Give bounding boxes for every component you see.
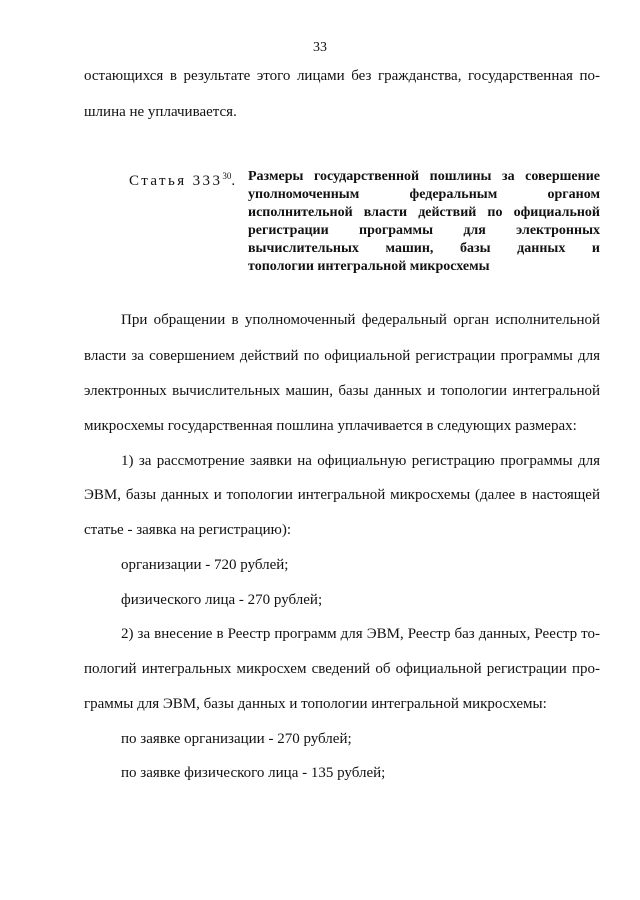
article-label bbox=[129, 166, 238, 191]
body-line-8: организации - 720 рублей; bbox=[121, 557, 289, 573]
article-title-line-3: исполнительной власти действий по официальной bbox=[248, 205, 600, 220]
article-label-suffix: . bbox=[231, 173, 238, 189]
article-title-line-6: топологии интегральной микросхемы bbox=[248, 259, 490, 274]
body-line-3: электронных вычислительных машин, базы данных и топологии интегральной bbox=[84, 383, 600, 399]
article-title-line-5: вычислительных машин, базы данных и bbox=[248, 241, 600, 256]
body-line-6: ЭВМ, базы данных и топологии интегральной микросхемы (далее в настоящей bbox=[84, 487, 600, 503]
article-label-text: Статья 333 bbox=[129, 173, 223, 189]
body-line-7: статье - заявка на регистрацию): bbox=[84, 522, 291, 538]
article-title-line-4: регистрации программы для электронных bbox=[248, 223, 600, 238]
article-title-line-2: уполномоченным федеральным органом bbox=[248, 187, 600, 202]
body-line-10: 2) за внесение в Реестр программ для ЭВМ, Реестр баз данных, Реестр то- bbox=[121, 626, 600, 642]
body-line-5: 1) за рассмотрение заявки на официальную регистрацию программы для bbox=[121, 453, 600, 469]
body-line-2: власти за совершением действий по официальной регистрации программы для bbox=[84, 348, 600, 364]
body-line-4: микросхемы государственная пошлина уплачивается в следующих размерах: bbox=[84, 418, 577, 434]
body-line-13: по заявке организации - 270 рублей; bbox=[121, 731, 352, 747]
article-title-line-1: Размеры государственной пошлины за совершение bbox=[248, 169, 600, 184]
page-number: 33 bbox=[313, 40, 327, 55]
intro-line-1: остающихся в результате этого лицами без гражданства, государственная по- bbox=[84, 68, 600, 84]
body-line-11: пологий интегральных микросхем сведений об официальной регистрации про- bbox=[84, 661, 600, 677]
body-line-9: физического лица - 270 рублей; bbox=[121, 592, 323, 608]
body-line-1: При обращении в уполномоченный федеральный орган исполнительной bbox=[121, 312, 600, 328]
article-label-sup: 30 bbox=[222, 171, 232, 181]
intro-line-2: шлина не уплачивается. bbox=[84, 104, 237, 120]
body-line-12: граммы для ЭВМ, базы данных и топологии интегральной микросхемы: bbox=[84, 696, 547, 712]
body-line-14: по заявке физического лица - 135 рублей; bbox=[121, 765, 386, 781]
